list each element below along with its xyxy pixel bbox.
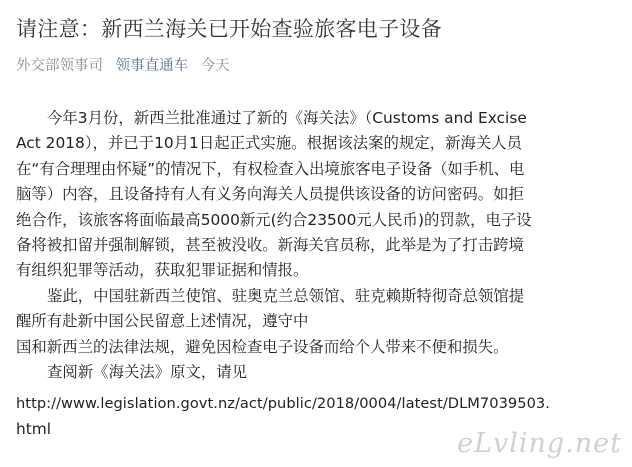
article-body — [16, 106, 616, 442]
article-title: 请注意：新西兰海关已开始查验旅客电子设备 — [16, 17, 442, 41]
watermark-logo: eLvling.net — [457, 428, 622, 459]
paragraph-line: 有组织犯罪等活动，获取犯罪证据和情报。 — [16, 261, 309, 280]
paragraph-line: 鉴此，中国驻新西兰使馆、驻奥克兰总领馆、驻克赖斯特彻奇总领馆提 — [47, 286, 525, 305]
publish-date: 今天 — [200, 58, 230, 74]
paragraph-line: 备将被扣留并强制解锁，甚至被没收。新海关官员称，此举是为了打击跨境 — [16, 236, 524, 255]
paragraph-line: 国和新西兰的法律法规，避免因检查电子设备而给个人带来不便和损失。 — [16, 337, 509, 356]
article-meta — [16, 56, 616, 76]
law-url-text: http://www.legislation.govt.nz/act/public/2018/0004/latest/DLM7039503. — [16, 395, 550, 413]
account-name-link[interactable]: 领事直通车 — [115, 58, 189, 74]
law-url-text-continued: html — [16, 419, 52, 438]
paragraph-line: 醒所有赴新中国公民留意上述情况，遵守中 — [16, 312, 309, 331]
paragraph-line: 绝合作，该旅客将面临最高5000新元(约合23500元人民币)的罚款，电子设 — [16, 210, 532, 229]
article-author: 外交部领事司 — [16, 58, 103, 74]
paragraph-line: Act 2018），并已于10月1日起正式实施。根据该法案的规定，新海关人员 — [16, 134, 523, 153]
paragraph-line: 脑等）内容，且设备持有人有义务向海关人员提供该设备的访问密码。如拒 — [16, 185, 524, 204]
paragraph-line: 今年3月份，新西兰批准通过了新的《海关法》（Customs and Excise — [47, 109, 527, 127]
paragraph-line: 查阅新《海关法》原文，请见 — [47, 363, 248, 382]
paragraph-line: 在“有合理理由怀疑”的情况下，有权检查入出境旅客电子设备（如手机、电 — [16, 159, 525, 178]
